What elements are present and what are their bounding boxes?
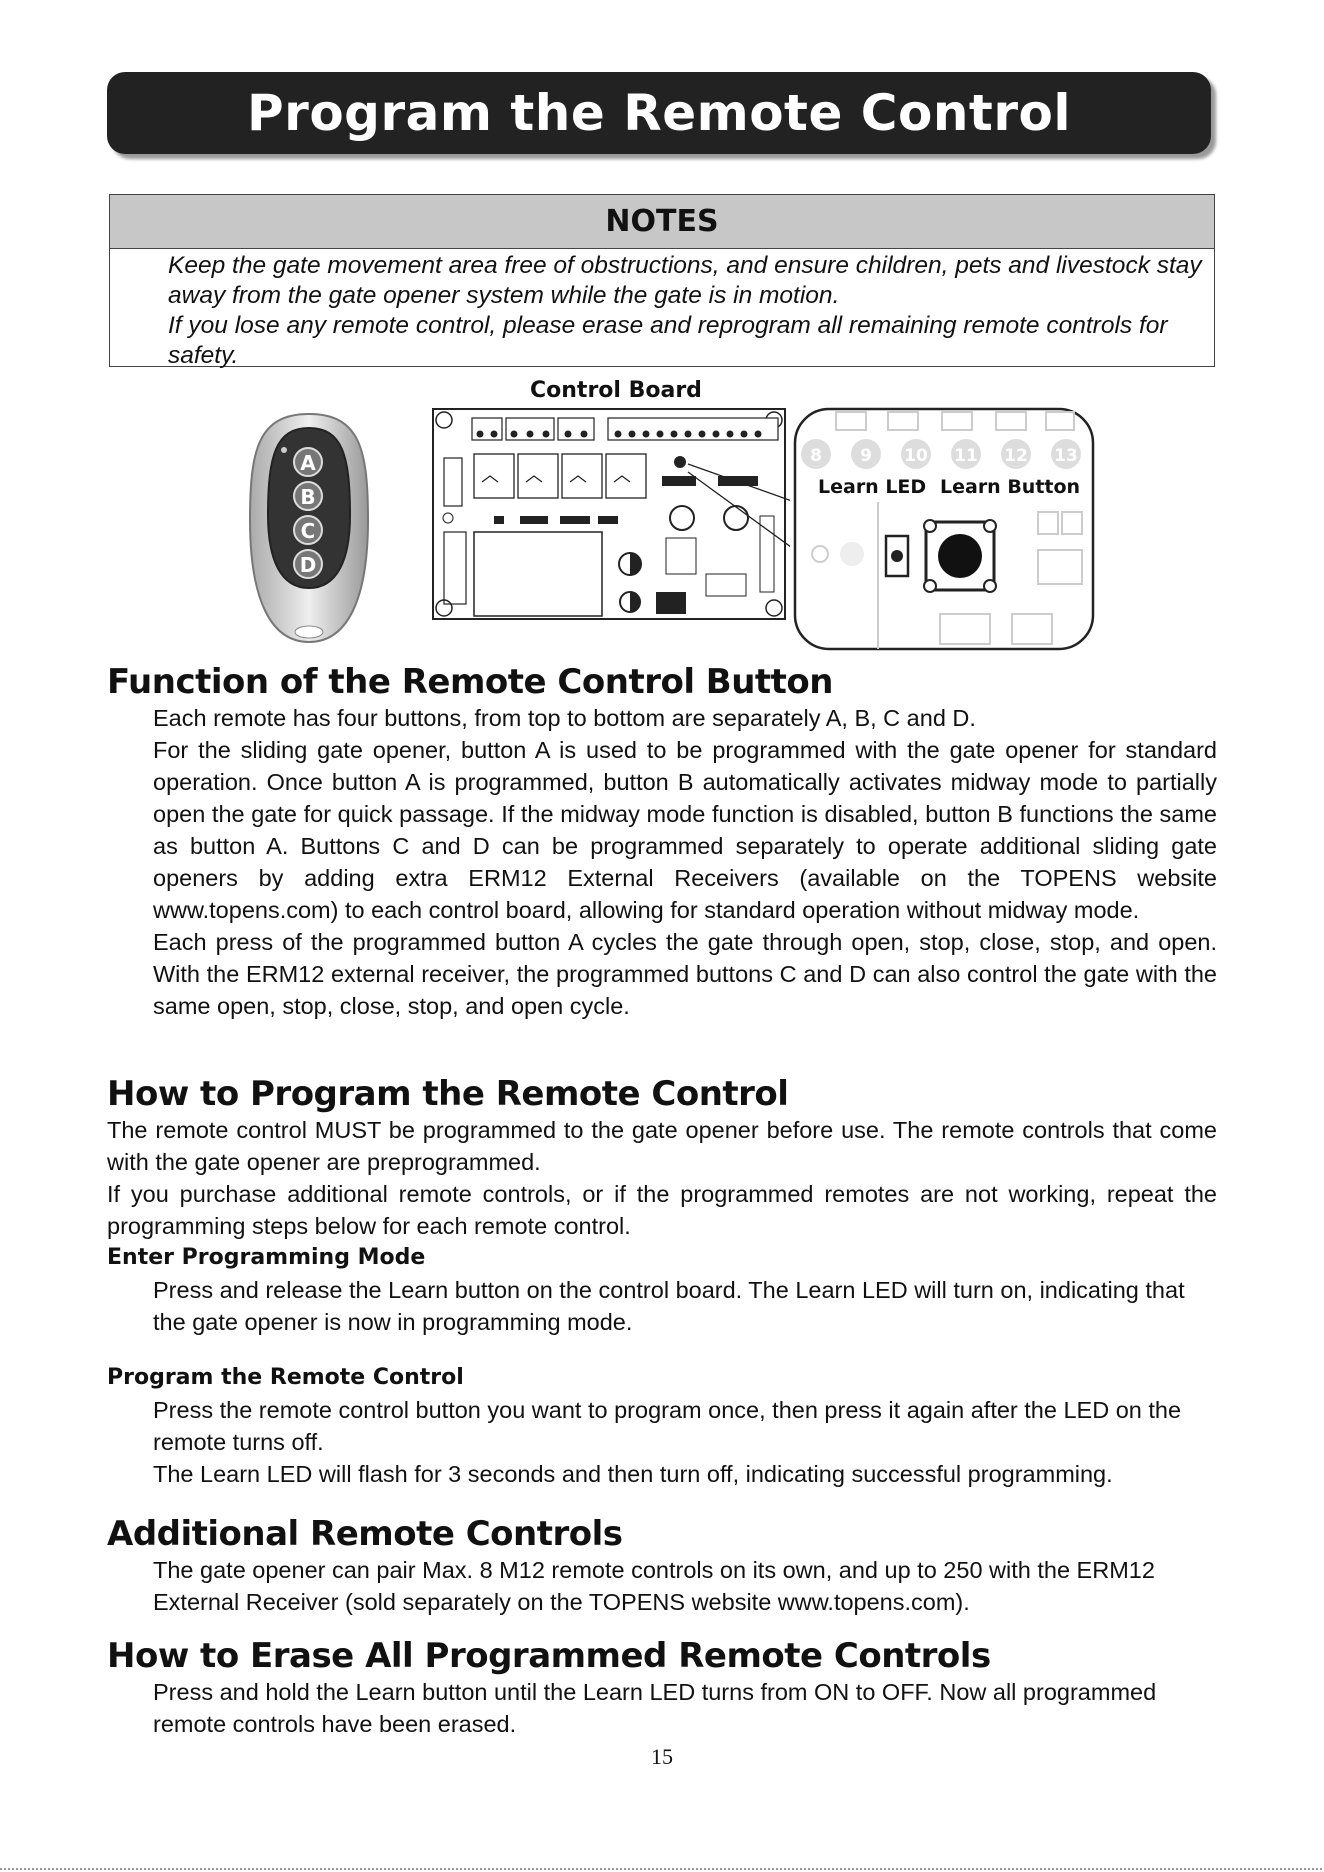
learn-zoom-illustration (790, 404, 1100, 654)
learn-led-label: Learn LED (818, 476, 927, 498)
function-heading: Function of the Remote Control Button (107, 662, 833, 702)
learn-button-label: Learn Button (940, 476, 1081, 498)
function-paragraph: For the sliding gate opener, button A is used to be programmed with the gate opener for standard operation. Once button A is programmed, button B automatically activates midway mode to partially open the gate for quick passage. If the midway mode function is disabled, button B functions the same as button A. Buttons C and D can be programmed separately to operate additional sliding gate openers by adding extra ERM12 External Receivers (available on the TOPENS website www.topens.com) to each control board, allowing for standard operation without midway mode. (153, 737, 1217, 923)
erase-heading: How to Erase All Programmed Remote Controls (107, 1636, 991, 1676)
notes-body (110, 249, 1214, 371)
terminal-number: 10 (904, 446, 928, 466)
function-paragraph: Each remote has four buttons, from top to bottom are separately A, B, C and D. (153, 705, 976, 731)
additional-text: The gate opener can pair Max. 8 M12 remote controls on its own, and up to 250 with the ERM12 External Receiver (sold separately on the TOPENS website www.topens.com). (153, 1557, 1155, 1615)
remote-button-d: D (299, 553, 317, 577)
erase-section (107, 1636, 1217, 1740)
notes-heading: NOTES (110, 195, 1214, 249)
erase-text: Press and hold the Learn button until the Learn LED turns from ON to OFF. Now all programmed remote controls have been erased. (153, 1679, 1157, 1737)
program-step-heading: Program the Remote Control (107, 1365, 464, 1390)
remote-button-a: A (300, 451, 316, 475)
note-line: Keep the gate movement area free of obstructions, and ensure children, pets and livestock stay away from the gate opener system while the gate is in motion. (168, 252, 1202, 309)
control-board-figure (0, 370, 1324, 660)
remote-button-b: B (300, 485, 316, 509)
note-line: If you lose any remote control, please erase and reprogram all remaining remote controls for safety. (168, 312, 1168, 369)
function-section (107, 662, 1217, 1022)
notes-box (109, 194, 1215, 367)
enter-mode-heading: Enter Programming Mode (107, 1245, 426, 1270)
program-intro: The remote control MUST be programmed to the gate opener before use. The remote controls that come with the gate opener are preprogrammed. (107, 1117, 1217, 1175)
additional-section (107, 1514, 1217, 1618)
terminal-number: 13 (1054, 446, 1078, 466)
program-step-text: The Learn LED will flash for 3 seconds and then turn off, indicating successful programming. (153, 1461, 1113, 1487)
terminal-number: 9 (860, 446, 872, 466)
terminal-number: 8 (810, 446, 822, 466)
program-intro: If you purchase additional remote controls, or if the programmed remotes are not working, repeat the programming steps below for each remote control. (107, 1181, 1217, 1239)
program-step-text: Press the remote control button you want to program once, then press it again after the LED on the remote turns off. (153, 1397, 1182, 1455)
function-paragraph: Each press of the programmed button A cycles the gate through open, stop, close, stop, and open. With the ERM12 external receiver, the programmed buttons C and D can also control the gate with the same open, stop, close, stop, and open cycle. (153, 929, 1217, 1019)
program-section (107, 1074, 1217, 1490)
page-title-banner: Program the Remote Control (107, 72, 1211, 154)
program-heading: How to Program the Remote Control (107, 1074, 789, 1114)
remote-button-c: C (300, 519, 316, 543)
remote-control-illustration (242, 410, 377, 650)
page-number: 15 (651, 1744, 673, 1769)
terminal-number: 11 (954, 446, 978, 466)
control-board-illustration (430, 406, 790, 622)
bottom-divider (0, 1868, 1324, 1870)
additional-heading: Additional Remote Controls (107, 1514, 623, 1554)
enter-mode-text: Press and release the Learn button on the control board. The Learn LED will turn on, indicating that the gate opener is now in programming mode. (153, 1277, 1185, 1335)
terminal-number: 12 (1004, 446, 1028, 466)
control-board-label: Control Board (530, 378, 702, 403)
